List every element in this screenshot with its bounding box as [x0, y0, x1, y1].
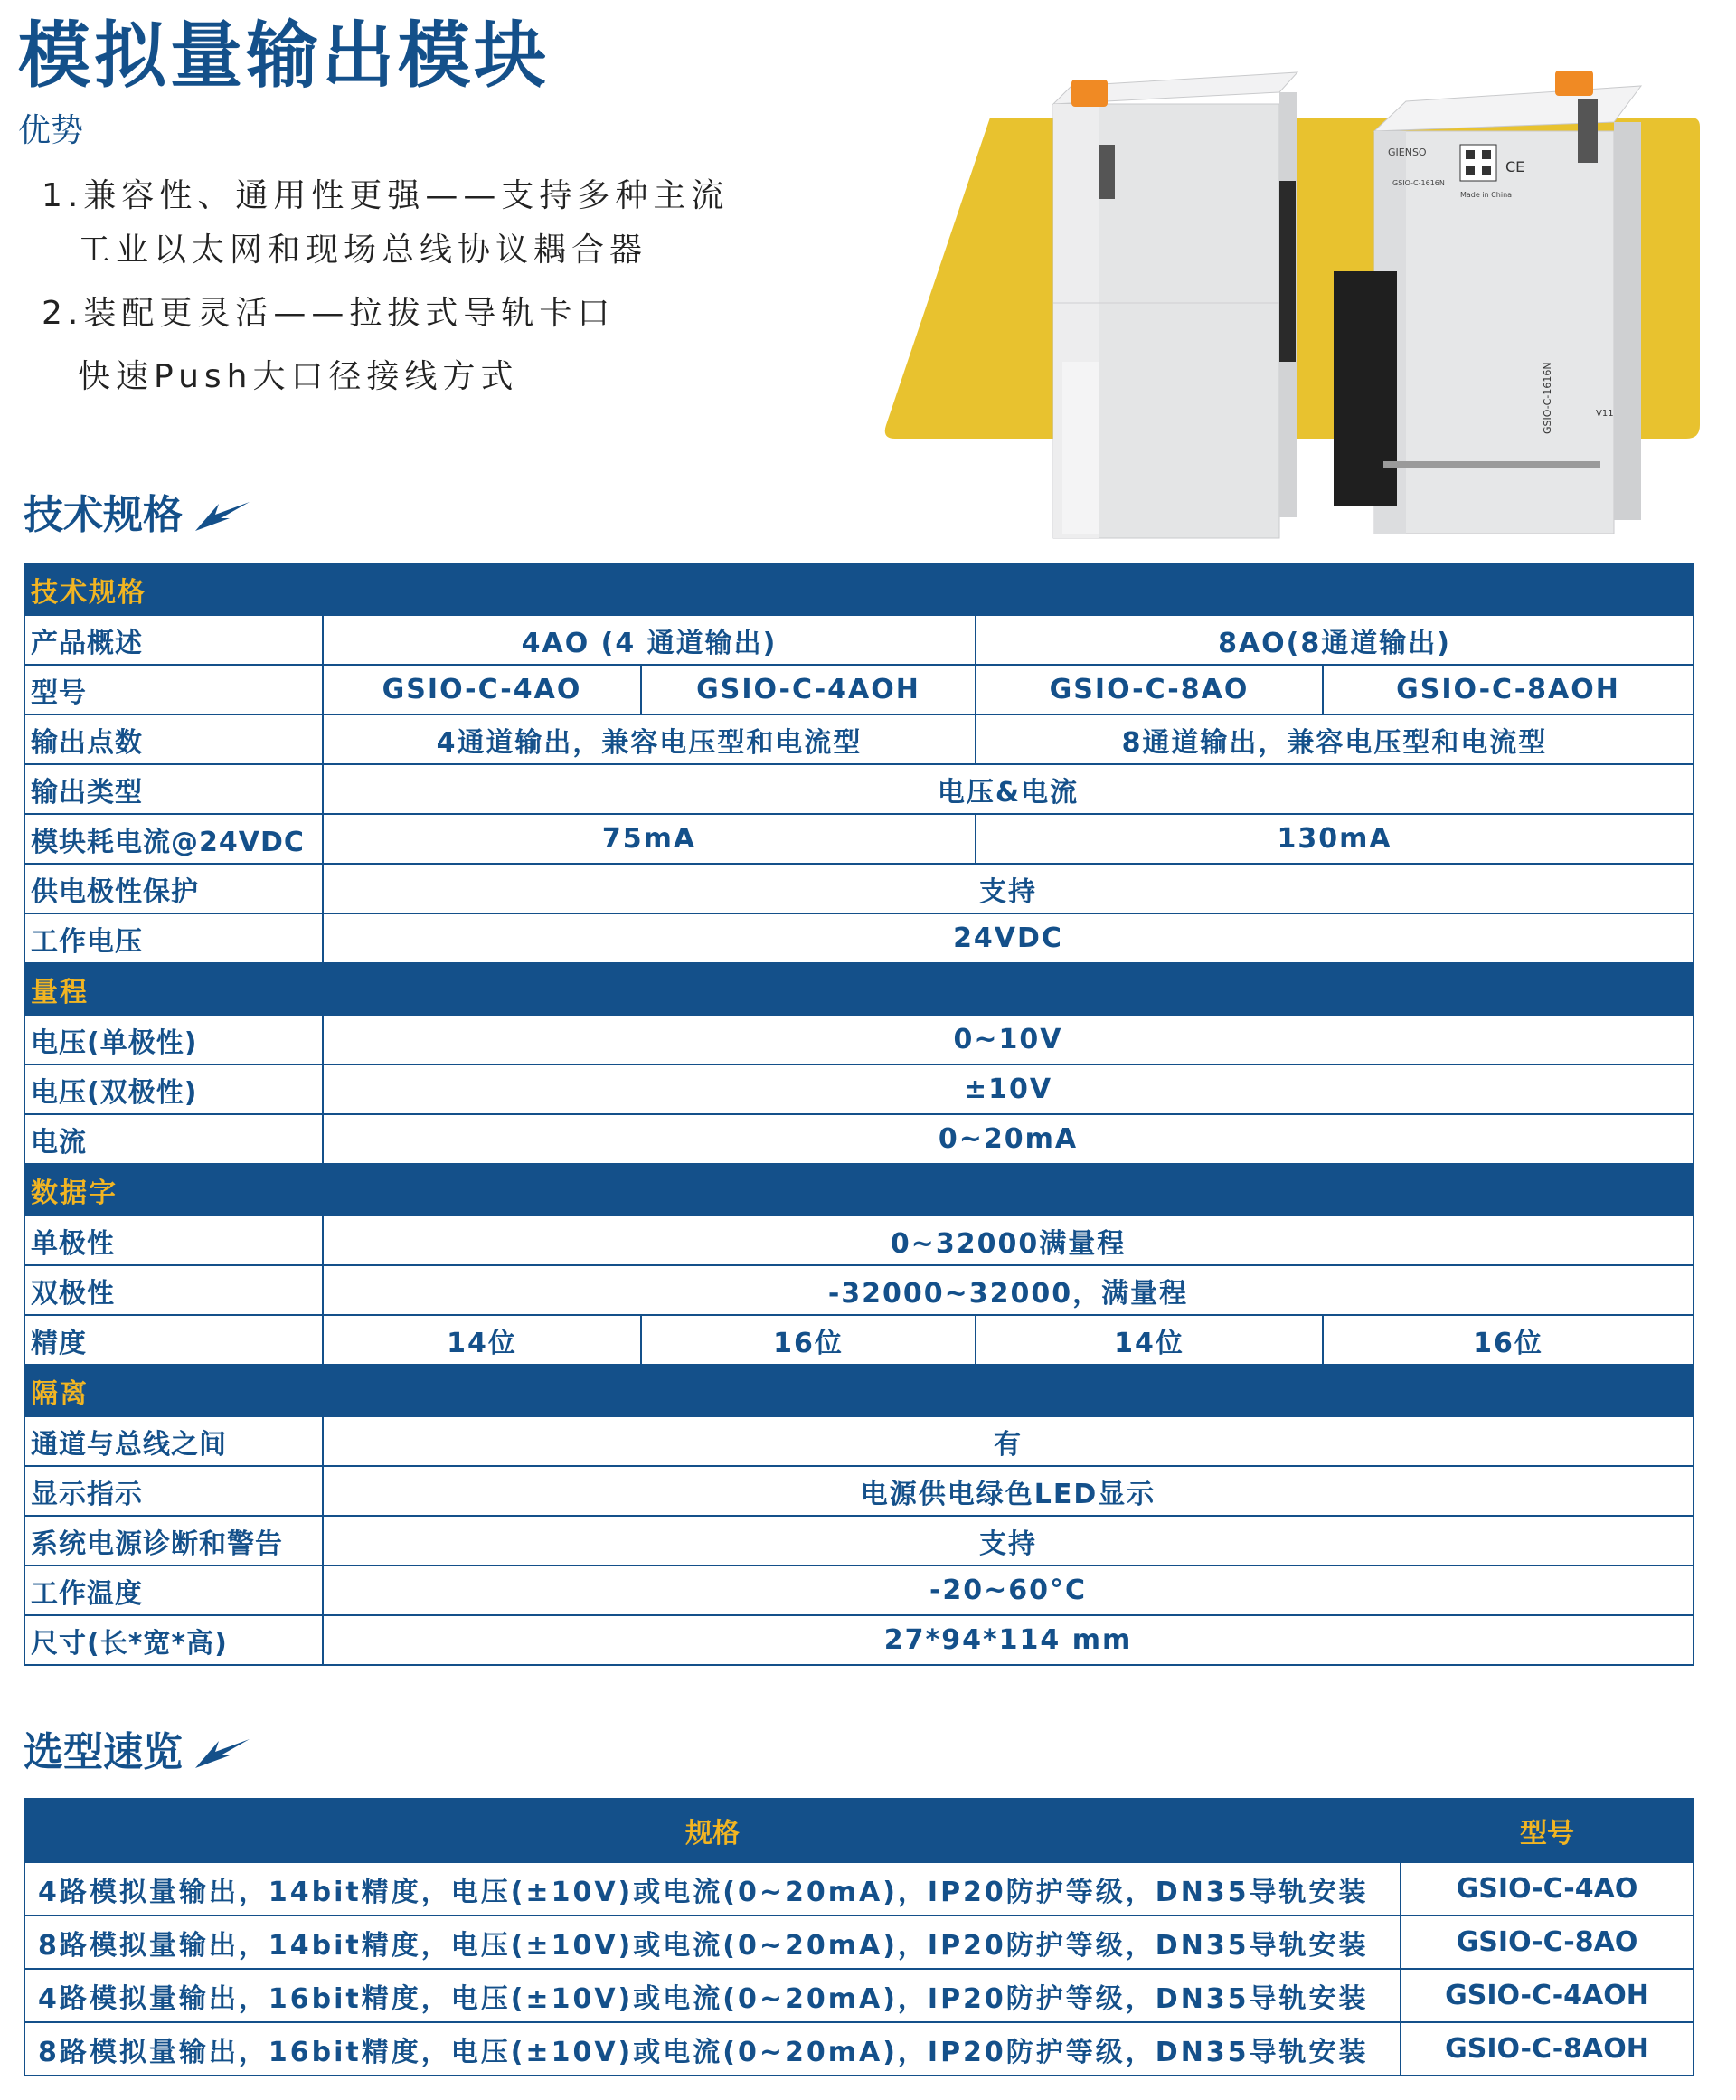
row-label: 工作温度 — [24, 1566, 323, 1615]
spec-table — [24, 563, 1694, 1666]
row-label: 通道与总线之间 — [24, 1416, 323, 1466]
cell-4ao: 4通道输出，兼容电压型和电流型 — [323, 714, 976, 764]
row-label: 供电极性保护 — [24, 864, 323, 913]
cell-all: 电压&电流 — [323, 764, 1694, 814]
cell-all: 支持 — [323, 864, 1694, 913]
cell-all: 27*94*114 mm — [323, 1615, 1694, 1665]
row-label: 电流 — [24, 1114, 323, 1164]
spec-row — [24, 764, 1694, 814]
spec-row — [24, 1615, 1694, 1665]
quick-desc: 4路模拟量输出，14bit精度，电压(±10V)或电流(0~20mA)，IP20防护等级，DN35导轨安装 — [24, 1862, 1401, 1916]
band-label: 隔离 — [24, 1365, 1694, 1416]
spec-row — [24, 1566, 1694, 1615]
quick-row — [24, 1969, 1694, 2022]
col-header-spec: 规格 — [24, 1799, 1401, 1862]
row-label: 系统电源诊断和警告 — [24, 1516, 323, 1566]
row-label: 输出点数 — [24, 714, 323, 764]
quick-model: GSIO-C-4AOH — [1401, 1969, 1694, 2022]
spec-band-row — [24, 963, 1694, 1015]
cell-4ao: 4AO (4 通道输出) — [323, 615, 976, 665]
row-label: 精度 — [24, 1315, 323, 1365]
spec-row — [24, 1216, 1694, 1265]
cell-all: 24VDC — [323, 913, 1694, 963]
cell-all: 电源供电绿色LED显示 — [323, 1466, 1694, 1516]
cell-precision: 14位 — [976, 1315, 1323, 1365]
advantage-line-4: 快速Push大口径接线方式 — [78, 358, 519, 395]
cell-8ao: 130mA — [976, 814, 1694, 864]
brand-print: GIENSO — [1388, 147, 1427, 158]
cell-all: 0~20mA — [323, 1114, 1694, 1164]
quick-desc: 8路模拟量输出，14bit精度，电压(±10V)或电流(0~20mA)，IP20防护等级，DN35导轨安装 — [24, 1916, 1401, 1969]
spec-band-row — [24, 563, 1694, 615]
quick-row — [24, 2022, 1694, 2076]
spec-row — [24, 1114, 1694, 1164]
quick-desc: 4路模拟量输出，16bit精度，电压(±10V)或电流(0~20mA)，IP20防护等级，DN35导轨安装 — [24, 1969, 1401, 2022]
spec-row — [24, 1315, 1694, 1365]
cell-precision: 16位 — [641, 1315, 976, 1365]
cell-4ao: 75mA — [323, 814, 976, 864]
arrow-icon — [193, 498, 251, 533]
cell-all: 支持 — [323, 1516, 1694, 1566]
row-label: 型号 — [24, 665, 323, 714]
cell-model: GSIO-C-4AOH — [641, 665, 976, 714]
cell-all: ±10V — [323, 1064, 1694, 1114]
cell-all: 0~10V — [323, 1015, 1694, 1064]
advantages-heading: 优势 — [18, 112, 84, 149]
cell-all: 有 — [323, 1416, 1694, 1466]
cell-precision: 14位 — [323, 1315, 641, 1365]
quick-section-heading: 选型速览 — [24, 1726, 251, 1780]
spec-band-row — [24, 1164, 1694, 1216]
cell-model: GSIO-C-8AO — [976, 665, 1323, 714]
row-label: 工作电压 — [24, 913, 323, 963]
spec-row — [24, 714, 1694, 764]
quick-row — [24, 1862, 1694, 1916]
quick-model: GSIO-C-4AO — [1401, 1862, 1694, 1916]
spec-row — [24, 1516, 1694, 1566]
row-label: 输出类型 — [24, 764, 323, 814]
module-left — [1053, 72, 1297, 538]
model-print-side: GSIO-C-1616N — [1542, 362, 1553, 434]
cell-model: GSIO-C-4AO — [323, 665, 641, 714]
spec-band-row — [24, 1365, 1694, 1416]
page-title: 模拟量输出模块 — [18, 14, 550, 98]
cell-8ao: 8AO(8通道输出) — [976, 615, 1694, 665]
version-print: V11 — [1596, 409, 1614, 419]
row-label: 单极性 — [24, 1216, 323, 1265]
cell-all: 0~32000满量程 — [323, 1216, 1694, 1265]
quick-table — [24, 1798, 1694, 2076]
quick-header-row — [24, 1799, 1694, 1862]
row-label: 显示指示 — [24, 1466, 323, 1516]
advantage-line-3: 2.装配更灵活——拉拔式导轨卡口 — [42, 295, 616, 332]
model-print-front: GSIO-C-1616N — [1392, 179, 1445, 187]
origin-print: Made in China — [1460, 191, 1513, 199]
spec-row — [24, 814, 1694, 864]
band-label: 量程 — [24, 963, 1694, 1015]
row-label: 产品概述 — [24, 615, 323, 665]
arrow-icon — [193, 1736, 251, 1770]
spec-row — [24, 1466, 1694, 1516]
spec-section-heading: 技术规格 — [24, 488, 251, 543]
row-label: 模块耗电流@24VDC — [24, 814, 323, 864]
spec-row — [24, 864, 1694, 913]
quick-model: GSIO-C-8AO — [1401, 1916, 1694, 1969]
row-label: 尺寸(长*宽*高) — [24, 1615, 323, 1665]
quick-desc: 8路模拟量输出，16bit精度，电压(±10V)或电流(0~20mA)，IP20防护等级，DN35导轨安装 — [24, 2022, 1401, 2076]
row-label: 电压(双极性) — [24, 1064, 323, 1114]
quick-row — [24, 1916, 1694, 1969]
product-image — [882, 36, 1718, 543]
ce-mark: CE — [1505, 158, 1525, 175]
cell-precision: 16位 — [1323, 1315, 1694, 1365]
spec-row — [24, 615, 1694, 665]
quick-model: GSIO-C-8AOH — [1401, 2022, 1694, 2076]
cell-8ao: 8通道输出，兼容电压型和电流型 — [976, 714, 1694, 764]
col-header-model: 型号 — [1401, 1799, 1694, 1862]
advantage-line-2: 工业以太网和现场总线协议耦合器 — [78, 232, 648, 269]
spec-row — [24, 1015, 1694, 1064]
row-label: 双极性 — [24, 1265, 323, 1315]
band-label: 技术规格 — [24, 563, 1694, 615]
spec-row — [24, 913, 1694, 963]
spec-row — [24, 1416, 1694, 1466]
band-label: 数据字 — [24, 1164, 1694, 1216]
row-label: 电压(单极性) — [24, 1015, 323, 1064]
spec-row — [24, 665, 1694, 714]
cell-all: -20~60°C — [323, 1566, 1694, 1615]
spec-row — [24, 1064, 1694, 1114]
spec-row — [24, 1265, 1694, 1315]
cell-model: GSIO-C-8AOH — [1323, 665, 1694, 714]
advantage-line-1: 1.兼容性、通用性更强——支持多种主流 — [42, 177, 730, 214]
cell-all: -32000~32000，满量程 — [323, 1265, 1694, 1315]
module-right — [1334, 71, 1641, 534]
